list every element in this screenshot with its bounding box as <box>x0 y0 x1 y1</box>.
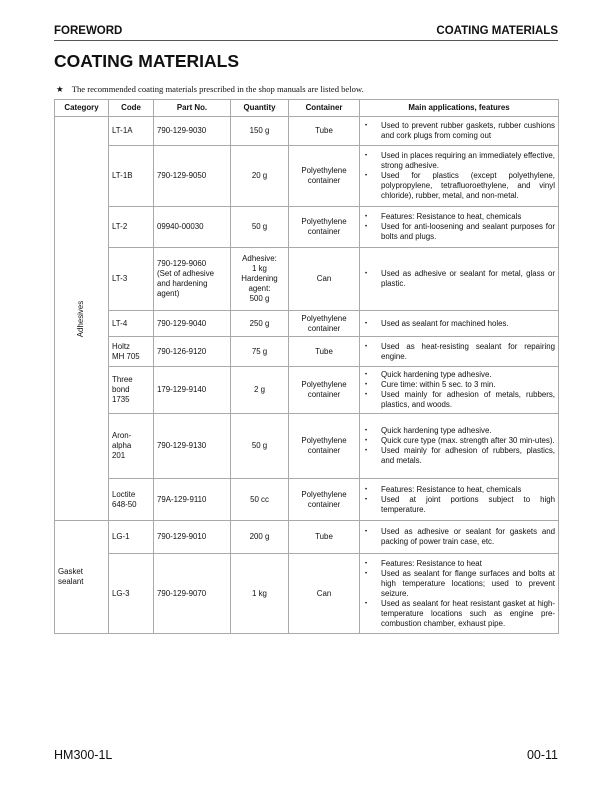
part-line: 790-129-9030 <box>157 126 207 135</box>
applications-cell <box>360 479 559 521</box>
col-category: Category <box>55 100 109 117</box>
quantity-line: 50 cc <box>250 494 269 504</box>
part-line: 790-129-9010 <box>157 532 207 541</box>
part-line: agent) <box>157 289 180 298</box>
container-line: container <box>307 176 341 185</box>
table-row <box>55 337 559 367</box>
container-line: container <box>307 390 341 399</box>
quantity-cell <box>231 207 289 248</box>
container-line: container <box>307 499 341 509</box>
quantity-cell <box>231 311 289 337</box>
quantity-line: 20 g <box>251 171 268 180</box>
feature-item: • Used as sealant for heat resistant gasket at high-temperature locations such as engine pre-combustion chamber, exhaust pipe. <box>363 599 555 629</box>
feature-item: • Quick hardening type adhesive. <box>363 370 555 380</box>
category-cell <box>55 117 109 521</box>
quantity-cell <box>231 367 289 414</box>
part-line: 790-129-9050 <box>157 171 207 180</box>
code-line: 201 <box>112 451 126 460</box>
feature-item: • Quick cure type (max. strength after 30 min-utes). <box>363 436 555 446</box>
col-quantity: Quantity <box>231 100 289 117</box>
quantity-line: 50 g <box>251 222 268 231</box>
code-cell <box>109 367 154 414</box>
feature-item: • Used for anti-loosening and sealant purposes for bolts and plugs. <box>363 222 555 242</box>
code-cell <box>109 414 154 479</box>
container-cell <box>289 367 360 414</box>
quantity-cell <box>231 337 289 367</box>
quantity-line: 500 g <box>249 294 270 303</box>
container-line: Tube <box>315 126 333 135</box>
running-header <box>54 24 558 41</box>
container-cell <box>289 117 360 146</box>
feature-item: • Used as heat-resisting sealant for repairing engine. <box>363 342 555 362</box>
code-line: Holtz <box>112 341 130 351</box>
container-cell <box>289 479 360 521</box>
feature-item: • Used in places requiring an immediately effective, strong adhesive. <box>363 151 555 171</box>
quantity-line: 200 g <box>249 532 270 541</box>
container-line: Can <box>316 588 332 598</box>
container-cell <box>289 146 360 207</box>
coating-materials-table <box>54 99 559 634</box>
col-applications: Main applications, features <box>360 100 559 117</box>
category-label: Adhesives <box>76 300 86 337</box>
feature-list <box>363 426 555 466</box>
code-cell <box>109 554 154 634</box>
category-label: Gasket sealant <box>58 567 84 586</box>
part-line: and hardening <box>157 279 208 288</box>
quantity-line: 1 kg <box>252 264 267 273</box>
star-icon: ★ <box>56 84 64 94</box>
container-line: Polyethylene <box>301 313 347 323</box>
table-header-row <box>55 100 559 117</box>
model-number: HM300-1L <box>54 748 113 762</box>
quantity-cell <box>231 117 289 146</box>
header-section: FOREWORD <box>54 25 123 37</box>
code-line: alpha <box>112 441 132 450</box>
part-no-cell <box>154 146 231 207</box>
part-line: 790-129-9070 <box>157 588 207 598</box>
applications-cell <box>360 311 559 337</box>
container-line: Polyethylene <box>301 166 347 175</box>
applications-cell <box>360 207 559 248</box>
container-cell <box>289 337 360 367</box>
quantity-line: 1 kg <box>252 588 267 598</box>
feature-item: • Used as adhesive or sealant for gaskets and packing of power train case, etc. <box>363 527 555 547</box>
code-line: LT-1B <box>112 171 133 180</box>
container-cell <box>289 414 360 479</box>
code-line: Aron- <box>112 431 132 440</box>
code-line: LT-3 <box>112 274 128 283</box>
intro-note <box>56 84 364 95</box>
table-row <box>55 207 559 248</box>
part-no-cell <box>154 117 231 146</box>
part-line: 179-129-9140 <box>157 385 207 394</box>
code-cell <box>109 117 154 146</box>
quantity-line: 150 g <box>249 126 270 135</box>
code-line: Three <box>112 375 133 384</box>
part-no-cell <box>154 207 231 248</box>
feature-list <box>363 342 555 362</box>
header-topic: COATING MATERIALS <box>436 25 558 37</box>
feature-list <box>363 151 555 201</box>
feature-list <box>363 319 555 329</box>
part-no-cell <box>154 311 231 337</box>
page-title: COATING MATERIALS <box>54 51 240 71</box>
part-no-cell <box>154 479 231 521</box>
quantity-cell <box>231 479 289 521</box>
feature-item: • Used at joint portions subject to high temperature. <box>363 495 555 515</box>
intro-text: The recommended coating materials prescribed in the shop manuals are listed below. <box>71 84 364 94</box>
container-line: Can <box>316 274 332 283</box>
applications-cell <box>360 367 559 414</box>
code-cell <box>109 146 154 207</box>
feature-item: • Used mainly for adhesion of metals, rubbers, plastics, and woods. <box>363 390 555 410</box>
code-cell <box>109 521 154 554</box>
code-cell <box>109 311 154 337</box>
code-line: 648-50 <box>112 499 137 509</box>
part-line: 790-129-9060 <box>157 259 207 268</box>
table-row <box>55 367 559 414</box>
table-row <box>55 554 559 634</box>
container-cell <box>289 554 360 634</box>
quantity-cell <box>231 146 289 207</box>
feature-list <box>363 559 555 629</box>
container-line: container <box>307 323 341 333</box>
part-no-cell <box>154 248 231 311</box>
code-line: Loctite <box>112 489 136 499</box>
code-cell <box>109 337 154 367</box>
feature-list <box>363 527 555 547</box>
code-line: 1735 <box>112 395 130 404</box>
container-line: Polyethylene <box>301 436 347 445</box>
part-no-cell <box>154 337 231 367</box>
table-row <box>55 521 559 554</box>
feature-list <box>363 485 555 515</box>
part-line: 790-129-9130 <box>157 441 207 450</box>
part-line: 79A-129-9110 <box>157 494 207 504</box>
feature-item: • Cure time: within 5 sec. to 3 min. <box>363 380 555 390</box>
code-cell <box>109 248 154 311</box>
quantity-line: 2 g <box>254 385 265 394</box>
applications-cell <box>360 554 559 634</box>
feature-list <box>363 212 555 242</box>
quantity-line: 250 g <box>249 318 270 328</box>
applications-cell <box>360 248 559 311</box>
quantity-line: 50 g <box>251 441 268 450</box>
feature-item: • Quick hardening type adhesive. <box>363 426 555 436</box>
code-line: MH 705 <box>112 351 140 361</box>
code-cell <box>109 207 154 248</box>
container-line: Polyethylene <box>301 217 347 226</box>
part-no-cell <box>154 521 231 554</box>
part-line: 790-126-9120 <box>157 346 207 356</box>
container-line: Polyethylene <box>301 489 347 499</box>
page-number: 00-11 <box>526 748 558 762</box>
container-cell <box>289 311 360 337</box>
quantity-cell <box>231 554 289 634</box>
code-line: LT-1A <box>112 126 133 135</box>
code-line: LT-4 <box>112 318 128 328</box>
quantity-cell <box>231 521 289 554</box>
table-row <box>55 117 559 146</box>
table-row <box>55 146 559 207</box>
container-line: container <box>307 227 341 236</box>
container-line: Polyethylene <box>301 380 347 389</box>
feature-item: • Used as sealant for flange surfaces and bolts at high temperature locations; used to prevent seizure. <box>363 569 555 599</box>
feature-item: • Used for plastics (except polyethylene, polypropylene, tetrafluoroethylene, and vinyl chloride), rubber, metal, and non-metal. <box>363 171 555 201</box>
col-part-no: Part No. <box>154 100 231 117</box>
feature-item: • Features: Resistance to heat, chemicals <box>363 212 555 222</box>
applications-cell <box>360 146 559 207</box>
quantity-line: agent: <box>248 284 271 293</box>
table-row <box>55 414 559 479</box>
table-row <box>55 311 559 337</box>
feature-item: • Used as adhesive or sealant for metal, glass or plastic. <box>363 269 555 289</box>
container-cell <box>289 248 360 311</box>
part-no-cell <box>154 414 231 479</box>
part-no-cell <box>154 367 231 414</box>
part-line: 790-129-9040 <box>157 318 207 328</box>
code-cell <box>109 479 154 521</box>
feature-item: • Used mainly for adhesion of rubbers, plastics, and metals. <box>363 446 555 466</box>
feature-list <box>363 370 555 410</box>
applications-cell <box>360 414 559 479</box>
feature-list <box>363 121 555 141</box>
part-line: (Set of adhesive <box>157 269 215 278</box>
code-line: LG-1 <box>112 532 130 541</box>
container-line: container <box>307 446 341 455</box>
feature-item: • Used to prevent rubber gaskets, rubber cushions and cork plugs from coming out <box>363 121 555 141</box>
code-line: LT-2 <box>112 222 128 231</box>
col-container: Container <box>289 100 360 117</box>
feature-item: • Features: Resistance to heat, chemicals <box>363 485 555 495</box>
quantity-line: 75 g <box>251 346 268 356</box>
feature-item: • Used as sealant for machined holes. <box>363 319 555 329</box>
applications-cell <box>360 337 559 367</box>
container-line: Tube <box>315 346 333 356</box>
applications-cell <box>360 117 559 146</box>
table-row <box>55 479 559 521</box>
col-code: Code <box>109 100 154 117</box>
container-cell <box>289 207 360 248</box>
table-row <box>55 248 559 311</box>
applications-cell <box>360 521 559 554</box>
part-line: 09940-00030 <box>157 222 204 231</box>
quantity-cell <box>231 248 289 311</box>
feature-list <box>363 269 555 289</box>
category-cell <box>55 521 109 634</box>
part-no-cell <box>154 554 231 634</box>
quantity-line: Adhesive: <box>242 254 277 263</box>
code-line: LG-3 <box>112 588 130 598</box>
feature-item: • Features: Resistance to heat <box>363 559 555 569</box>
container-line: Tube <box>315 532 333 541</box>
container-cell <box>289 521 360 554</box>
code-line: bond <box>112 385 130 394</box>
quantity-line: Hardening <box>241 274 278 283</box>
quantity-cell <box>231 414 289 479</box>
